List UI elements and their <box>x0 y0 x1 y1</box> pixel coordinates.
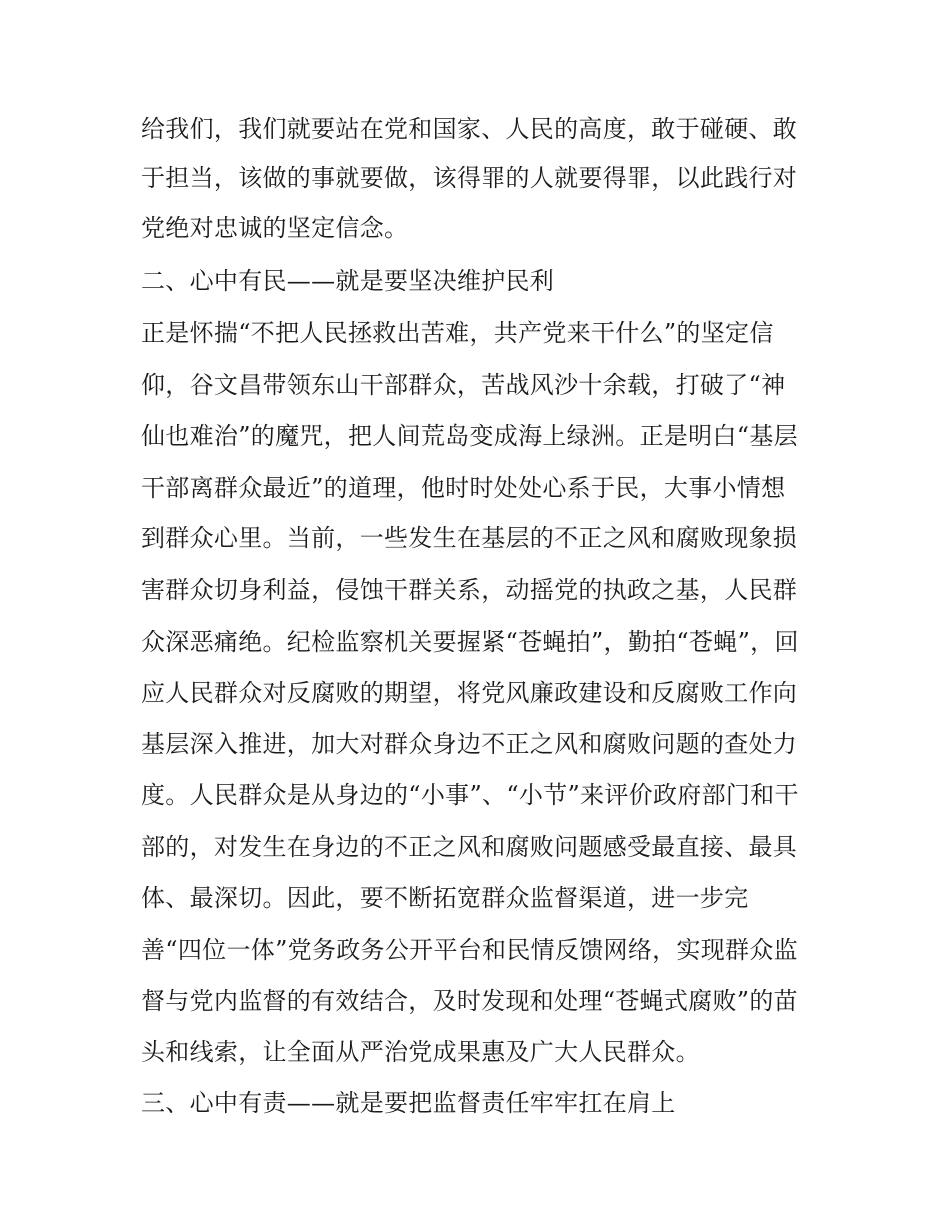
text-line: 众深恶痛绝。纪检监察机关要握紧“苍蝇拍”，勤拍“苍蝇”，回 <box>141 628 799 656</box>
text-line: 到群众心里。当前，一些发生在基层的不正之风和腐败现象损 <box>141 524 798 552</box>
text-line: 干部离群众最近”的道理，他时时处处心系于民，大事小情想 <box>141 474 786 502</box>
section-heading: 二、心中有民——就是要坚决维护民利 <box>141 267 555 295</box>
text-line: 督与党内监督的有效结合，及时发现和处理“苍蝇式腐败”的苗 <box>141 987 798 1015</box>
text-line: 头和线索，让全面从严治党成果惠及广大人民群众。 <box>141 1038 700 1066</box>
text-line: 仙也难治”的魔咒，把人间荒岛变成海上绿洲。正是明白“基层 <box>141 422 798 450</box>
text-line: 度。人民群众是从身边的“小事”、“小节”来评价政府部门和干 <box>141 781 799 809</box>
text-line: 仰，谷文昌带领东山干部群众，苦战风沙十余载，打破了“神 <box>141 371 786 399</box>
text-line: 善“四位一体”党务政务公开平台和民情反馈网络，实现群众监 <box>141 936 798 964</box>
text-line: 体、最深切。因此，要不断拓宽群众监督渠道，进一步完 <box>141 884 749 912</box>
text-line: 部的，对发生在身边的不正之风和腐败问题感受最直接、最具 <box>141 833 798 861</box>
text-line: 给我们，我们就要站在党和国家、人民的高度，敢于碰硬、敢 <box>141 115 798 143</box>
text-line: 党绝对忠诚的坚定信念。 <box>141 214 409 242</box>
section-heading: 三、心中有责——就是要把监督责任牢牢扛在肩上 <box>141 1089 676 1117</box>
text-line: 于担当，该做的事就要做，该得罪的人就要得罪，以此践行对 <box>141 164 798 192</box>
text-line: 害群众切身利益，侵蚀干群关系，动摇党的执政之基，人民群 <box>141 576 798 604</box>
text-line: 正是怀揣“不把人民拯救出苦难，共产党来干什么”的坚定信 <box>141 319 774 347</box>
text-line: 应人民群众对反腐败的期望，将党风廉政建设和反腐败工作向 <box>141 679 798 707</box>
text-line: 基层深入推进，加大对群众身边不正之风和腐败问题的查处力 <box>141 730 798 758</box>
